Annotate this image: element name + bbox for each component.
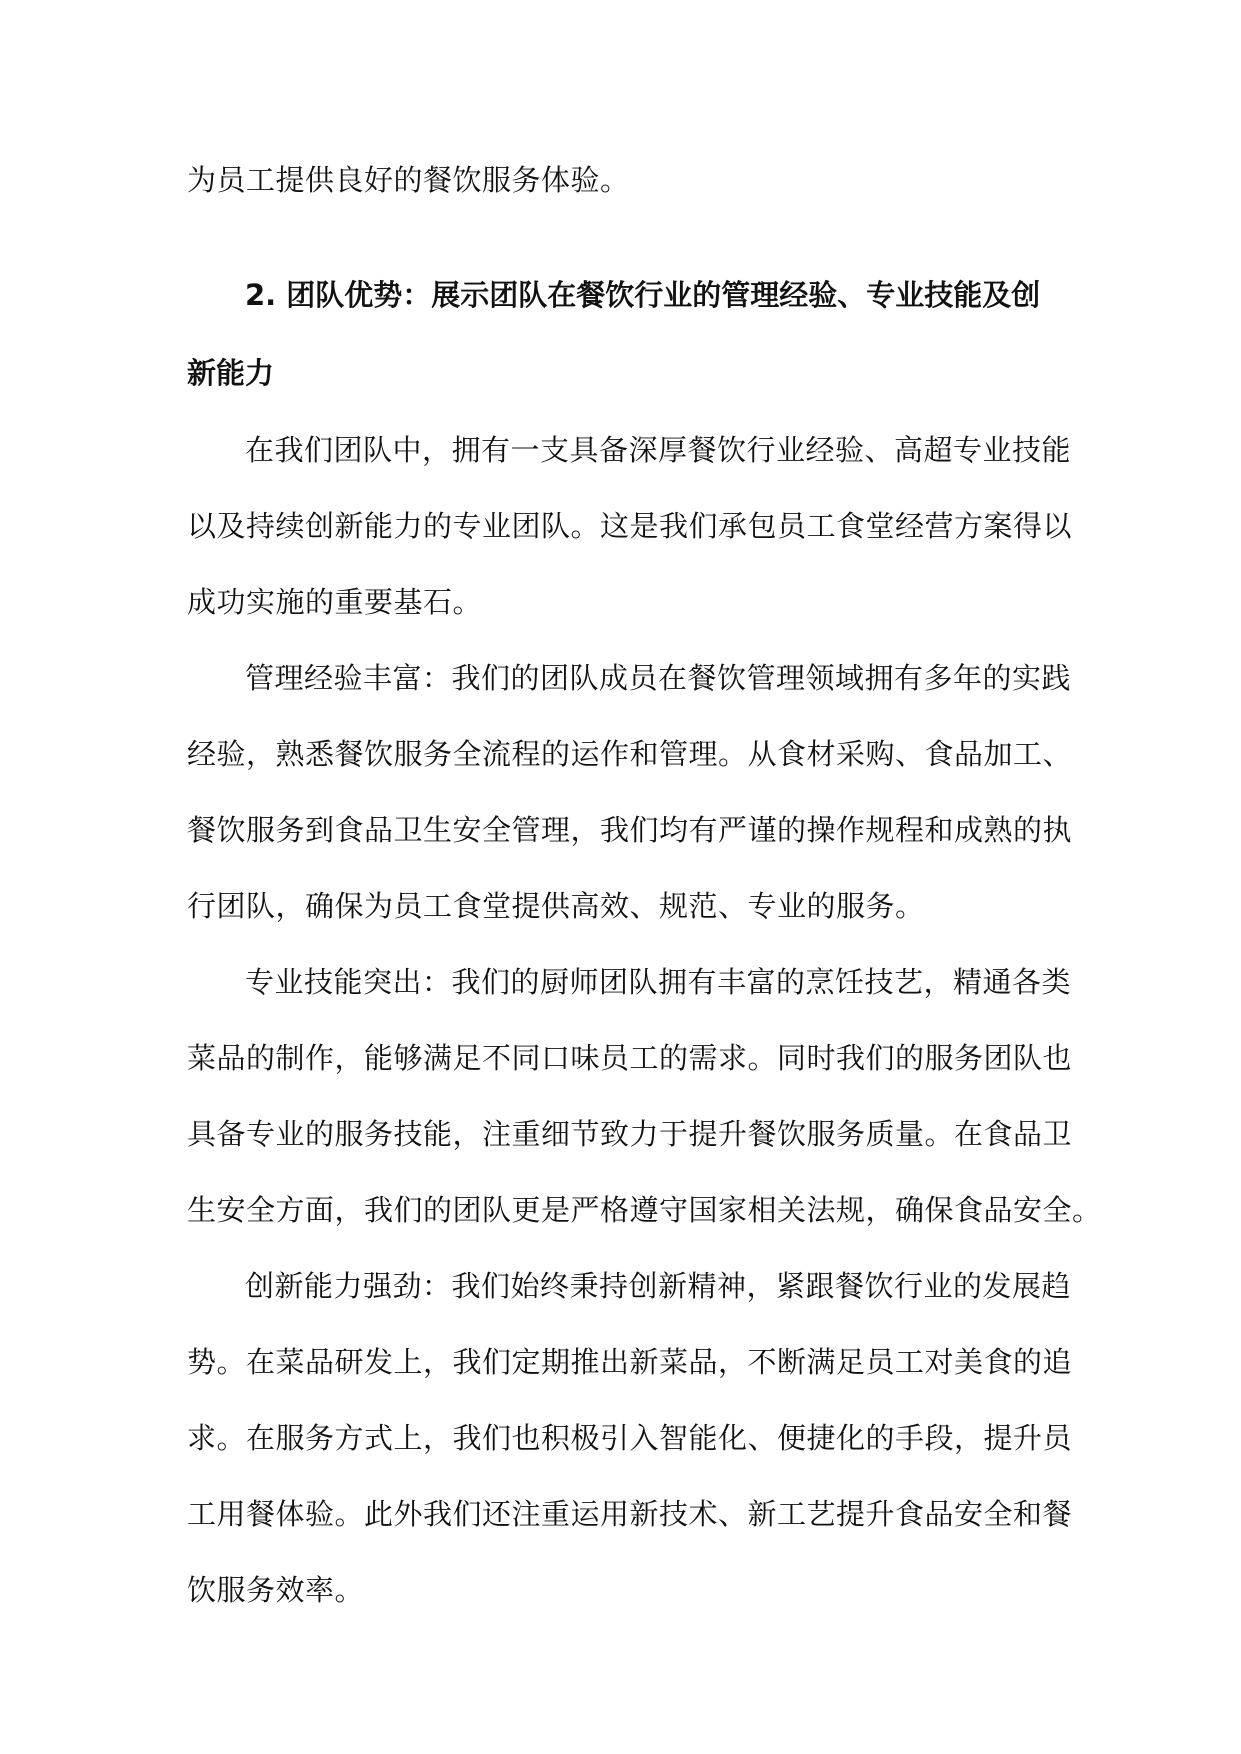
text-line: 菜品的制作，能够满足不同口味员工的需求。同时我们的服务团队也 [187, 1041, 1073, 1075]
heading-line: 2. 团队优势：展示团队在餐饮行业的管理经验、专业技能及创 [245, 278, 1041, 312]
text-line: 行团队，确保为员工食堂提供高效、规范、专业的服务。 [187, 889, 925, 923]
text-line: 创新能力强劲：我们始终秉持创新精神，紧跟餐饮行业的发展趋 [245, 1269, 1072, 1303]
text-line: 餐饮服务到食品卫生安全管理，我们均有严谨的操作规程和成熟的执 [187, 813, 1073, 847]
text-line: 为员工提供良好的餐饮服务体验。 [187, 163, 630, 197]
text-line: 生安全方面，我们的团队更是严格遵守国家相关法规，确保食品安全。 [187, 1193, 1102, 1227]
text-line: 求。在服务方式上，我们也积极引入智能化、便捷化的手段，提升员 [187, 1421, 1073, 1455]
paragraph-management [187, 640, 1073, 944]
paragraph-continuation [187, 142, 1055, 218]
section-heading [187, 256, 1055, 412]
heading-line: 新能力 [187, 356, 275, 390]
text-line: 工用餐体验。此外我们还注重运用新技术、新工艺提升食品安全和餐 [187, 1497, 1073, 1531]
text-line: 成功实施的重要基石。 [187, 585, 483, 619]
text-line: 专业技能突出：我们的厨师团队拥有丰富的烹饪技艺，精通各类 [245, 965, 1072, 999]
text-line: 在我们团队中，拥有一支具备深厚餐饮行业经验、高超专业技能 [245, 433, 1072, 467]
document-body [187, 142, 1102, 1628]
text-line: 经验，熟悉餐饮服务全流程的运作和管理。从食材采购、食品加工、 [187, 737, 1073, 771]
paragraph-intro [187, 412, 1073, 640]
text-line: 饮服务效率。 [187, 1573, 365, 1607]
text-line: 管理经验丰富：我们的团队成员在餐饮管理领域拥有多年的实践 [245, 661, 1072, 695]
paragraph-skills [187, 944, 1102, 1248]
paragraph-innovation [187, 1248, 1073, 1628]
text-line: 以及持续创新能力的专业团队。这是我们承包员工食堂经营方案得以 [187, 509, 1073, 543]
text-line: 势。在菜品研发上，我们定期推出新菜品，不断满足员工对美食的追 [187, 1345, 1073, 1379]
text-line: 具备专业的服务技能，注重细节致力于提升餐饮服务质量。在食品卫 [187, 1117, 1073, 1151]
